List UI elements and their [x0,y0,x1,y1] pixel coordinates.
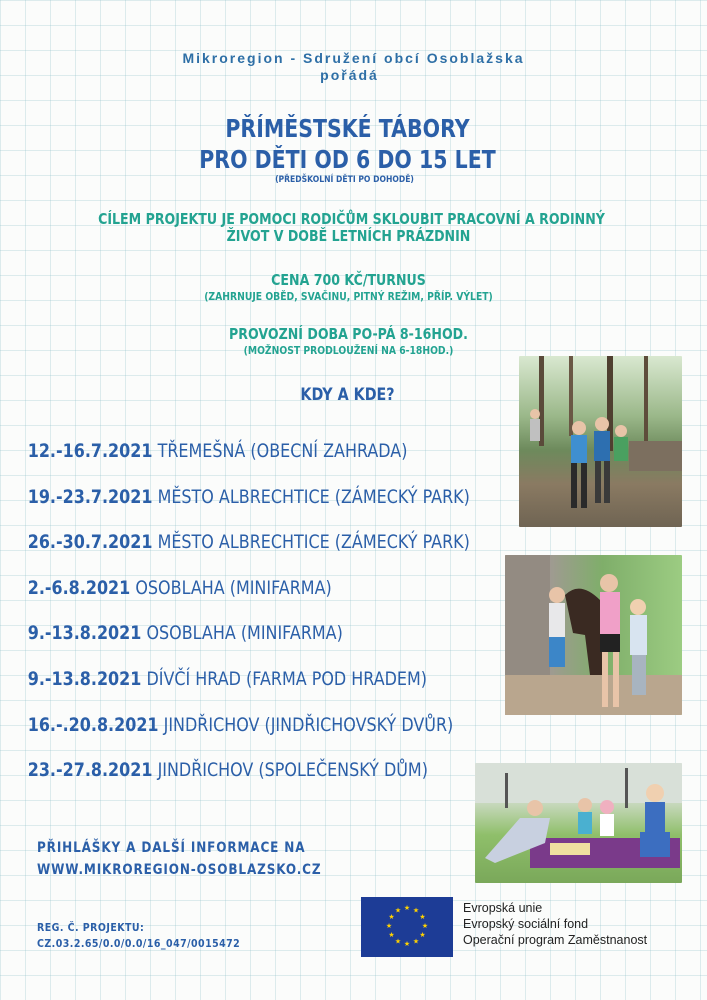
organizer-line: Mikroregion - Sdružení obcí Osoblažska [182,50,525,66]
schedule-row [0,616,454,662]
forest-children-photo [519,356,682,527]
svg-text:★: ★ [403,940,411,948]
price-note: (ZAHRNUJE OBĚD, SVAČINU, PITNÝ REŽIM, PŘÍP. VÝLET) [204,290,493,303]
schedule-row [0,571,454,617]
svg-text:★: ★ [394,906,402,915]
schedule-dates: 26.-30.7.2021 [27,531,153,554]
eu-line-1: Evropská unie [463,901,543,915]
schedule-list [0,434,540,799]
schedule-place: MĚSTO ALBRECHTICE (ZÁMECKÝ PARK) [157,531,470,554]
svg-text:★: ★ [419,913,426,921]
schedule-dates: 9.-13.8.2021 [27,667,142,690]
schedule-row [0,525,470,571]
eu-line-2: Evropský sociální fond [463,917,589,931]
schedule-dates: 9.-13.8.2021 [27,622,142,645]
svg-text:★: ★ [394,937,402,946]
goal-line-2: ŽIVOT V DOBĚ LETNÍCH PRÁZDNIN [226,227,471,245]
signup-line-1: PŘIHLÁŠKY A DALŠÍ INFORMACE NA [37,840,306,856]
svg-text:★: ★ [412,937,420,946]
svg-text:★: ★ [403,904,411,912]
eu-flag-icon [361,897,453,957]
schedule-place: TŘEMEŠNÁ (OBECNÍ ZAHRADA) [157,440,408,462]
project-number: CZ.03.2.65/0.0/0.0/16_047/0015472 [37,938,241,950]
horse-scene-icon [505,555,682,715]
schedule-place: OSOBLAHA (MINIFARMA) [135,576,332,599]
when-where-heading: KDY A KDE? [300,385,395,405]
schedule-dates: 2.-6.8.2021 [27,576,131,599]
svg-text:★: ★ [419,931,426,939]
schedule-row [0,480,470,526]
forest-scene-icon [519,356,682,527]
svg-text:★: ★ [388,913,395,921]
schedule-row [0,708,454,754]
eu-program-text [463,900,647,948]
schedule-dates: 23.-27.8.2021 [27,759,153,782]
children-with-horse-photo [505,555,682,715]
picnic-scene-icon [475,763,682,883]
schedule-row [0,662,454,708]
schedule-row [0,434,454,480]
hours-line: PROVOZNÍ DOBA PO-PÁ 8-16HOD. [229,325,468,343]
svg-text:★: ★ [388,931,395,939]
schedule-place: MĚSTO ALBRECHTICE (ZÁMECKÝ PARK) [157,485,470,508]
price-line: CENA 700 KČ/TURNUS [271,271,426,289]
preschool-note: (PŘEDŠKOLNÍ DĚTI PO DOHODĚ) [275,175,414,185]
schedule-place: JINDŘICHOV (SPOLEČENSKÝ DŮM) [157,759,428,782]
title-line-1: PŘÍMĚSTSKÉ TÁBORY [225,114,470,143]
goal-line-1: CÍLEM PROJEKTU JE POMOCI RODIČŮM SKLOUBIT PRACOVNÍ A RODINNÝ [98,210,605,228]
schedule-place: OSOBLAHA (MINIFARMA) [146,622,343,645]
title-line-2: PRO DĚTI OD 6 DO 15 LET [199,145,496,174]
project-label: REG. Č. PROJEKTU: [37,922,145,934]
eu-line-3: Operační program Zaměstnanost [463,933,648,947]
schedule-dates: 19.-23.7.2021 [27,485,153,508]
schedule-row [0,753,454,799]
svg-text:★: ★ [385,922,393,930]
schedule-dates: 12.-16.7.2021 [27,440,153,462]
svg-text:★: ★ [421,922,429,930]
signup-website-link[interactable]: WWW.MIKROREGION-OSOBLAZSKO.CZ [37,862,322,878]
presents-line: pořádá [320,67,379,83]
schedule-dates: 16.-.20.8.2021 [27,713,159,736]
eu-stars-icon [361,897,453,957]
hours-note: (MOŽNOST PRODLOUŽENÍ NA 6-18HOD.) [243,344,454,357]
schedule-place: DÍVČÍ HRAD (FARMA POD HRADEM) [146,667,428,690]
children-picnic-photo [475,763,682,883]
schedule-place: JINDŘICHOV (JINDŘICHOVSKÝ DVŮR) [163,713,454,736]
svg-text:★: ★ [412,906,420,915]
